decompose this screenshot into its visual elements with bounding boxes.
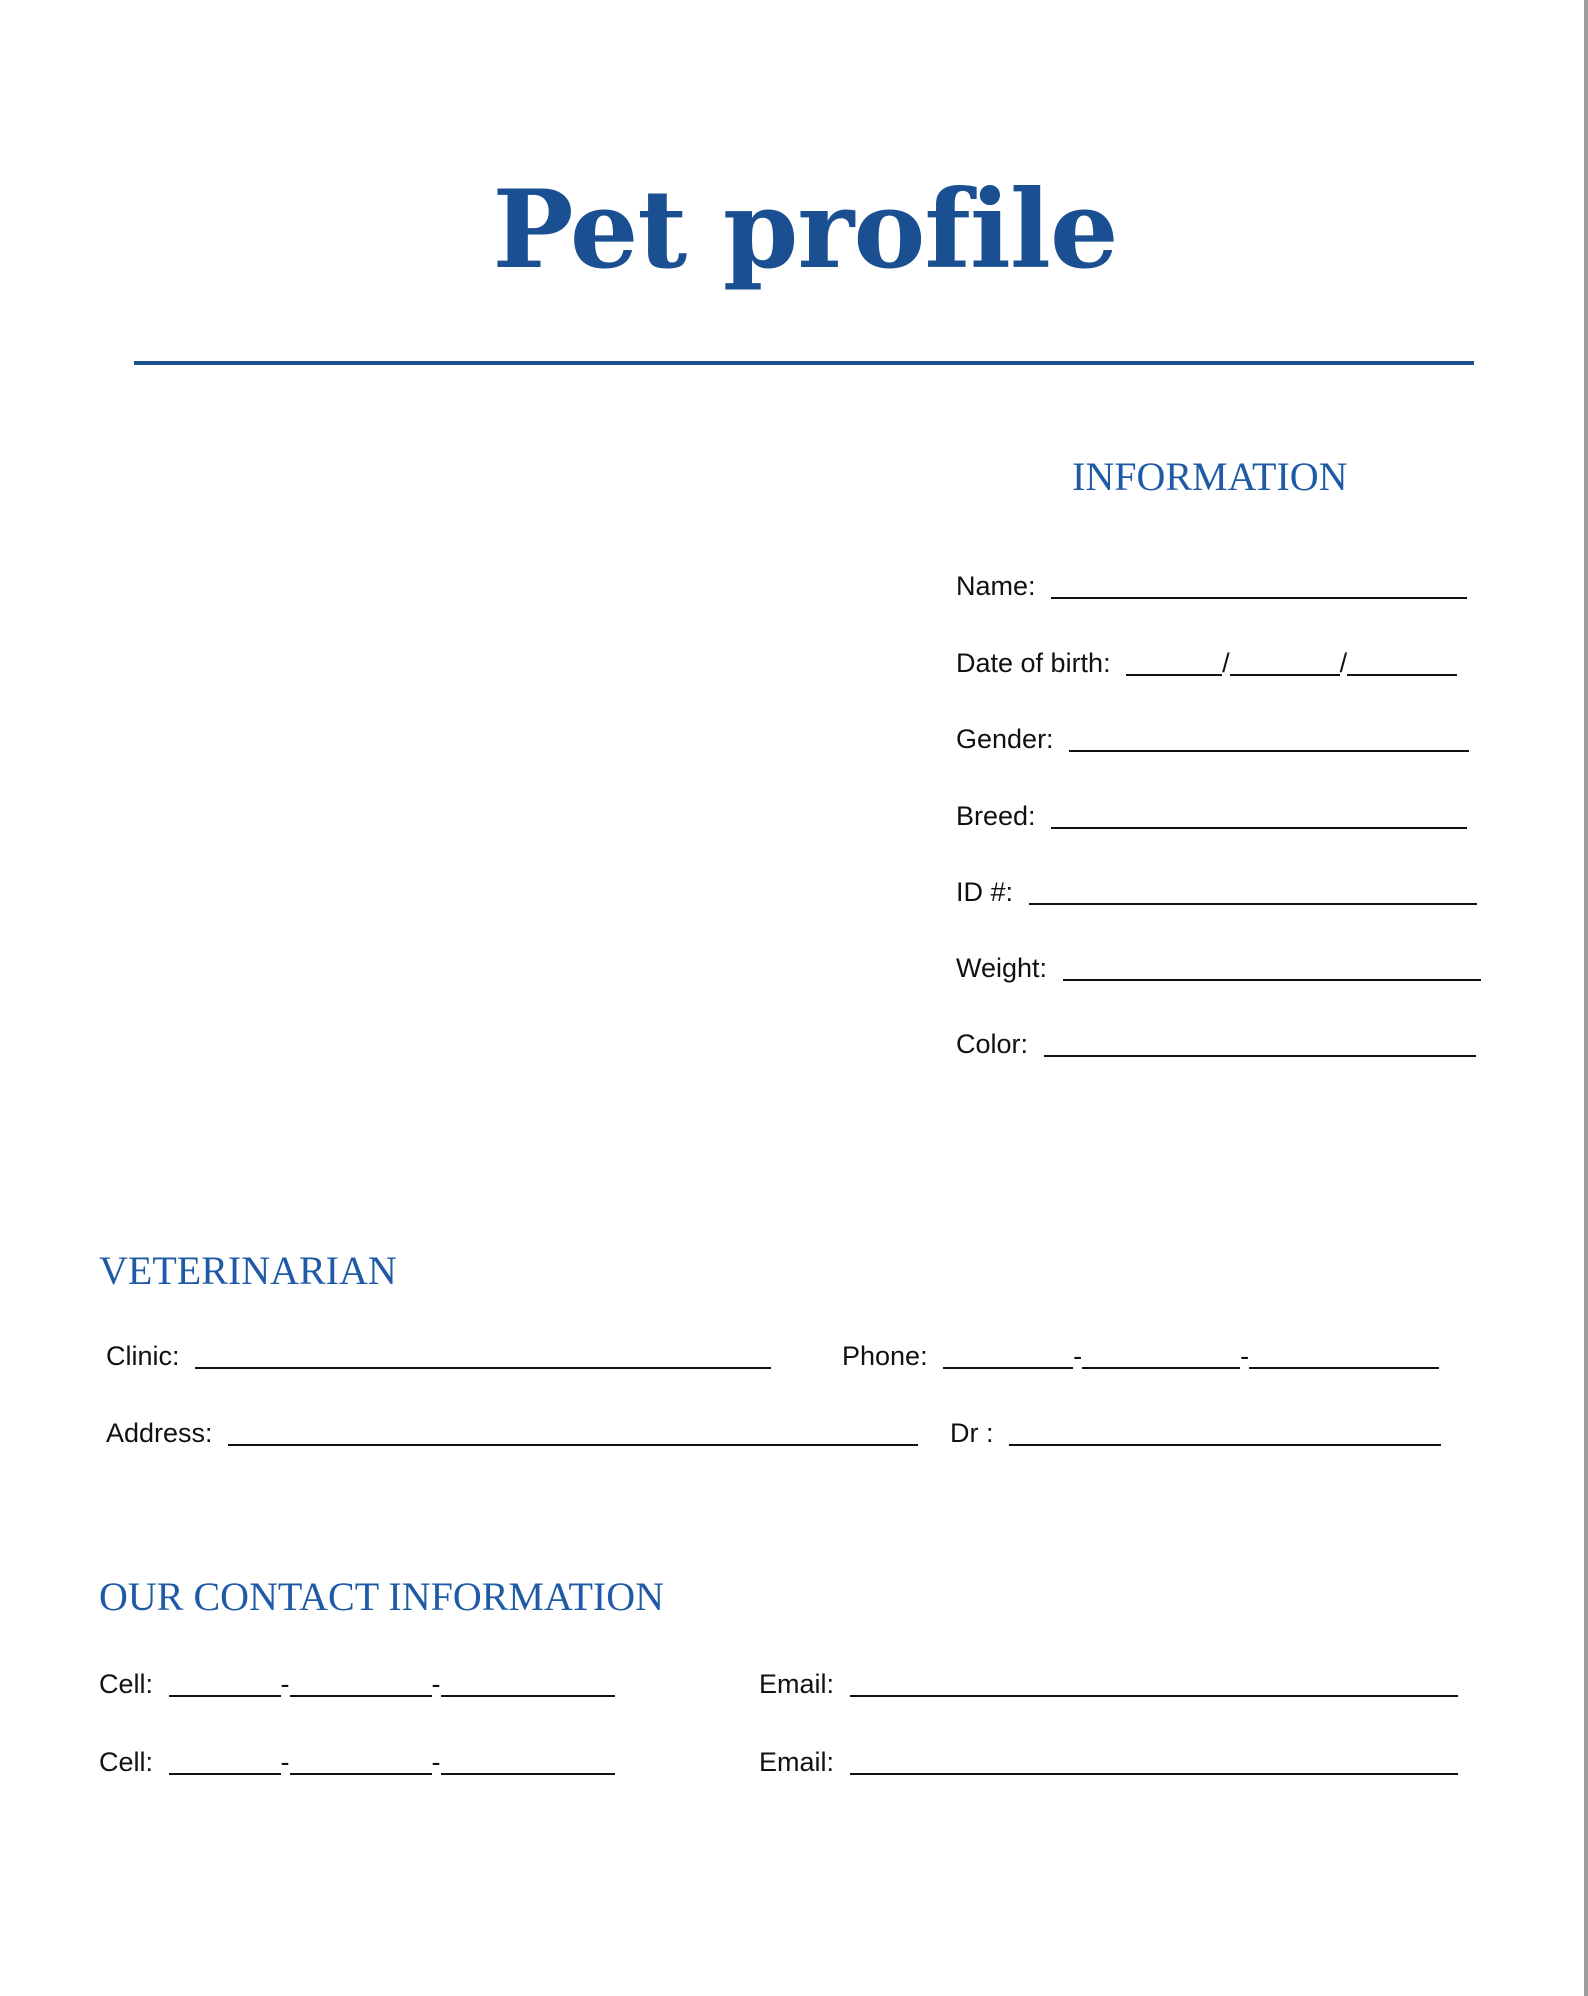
doctor-field bbox=[950, 1417, 1441, 1449]
address-field bbox=[106, 1417, 918, 1449]
color-field bbox=[956, 1028, 1476, 1060]
cell-label: Cell: bbox=[99, 1669, 154, 1699]
weight-field bbox=[956, 952, 1481, 984]
cell-label: Cell: bbox=[99, 1747, 154, 1777]
breed-field bbox=[956, 800, 1467, 832]
id-label: ID #: bbox=[956, 877, 1014, 907]
address-input-line[interactable] bbox=[228, 1420, 918, 1446]
cell-2-prefix-line[interactable] bbox=[290, 1749, 432, 1775]
veterinarian-heading: VETERINARIAN bbox=[99, 1248, 397, 1293]
contact-heading: OUR CONTACT INFORMATION bbox=[99, 1574, 664, 1619]
clinic-label: Clinic: bbox=[106, 1341, 180, 1371]
cell-1-prefix-line[interactable] bbox=[290, 1671, 432, 1697]
address-label: Address: bbox=[106, 1418, 213, 1448]
color-input-line[interactable] bbox=[1044, 1031, 1476, 1057]
date-of-birth-field bbox=[956, 647, 1457, 679]
phone-separator: - bbox=[1073, 1341, 1083, 1371]
id-input-line[interactable] bbox=[1029, 879, 1477, 905]
vet-phone-area-line[interactable] bbox=[943, 1343, 1073, 1369]
name-input-line[interactable] bbox=[1051, 573, 1467, 599]
weight-input-line[interactable] bbox=[1063, 955, 1481, 981]
dob-day-line[interactable] bbox=[1230, 650, 1340, 676]
date-of-birth-label: Date of birth: bbox=[956, 648, 1111, 678]
email-2-input-line[interactable] bbox=[850, 1749, 1458, 1775]
doctor-input-line[interactable] bbox=[1009, 1420, 1441, 1446]
dob-month-line[interactable] bbox=[1126, 650, 1222, 676]
information-heading: INFORMATION bbox=[1072, 454, 1348, 499]
vet-phone-field bbox=[842, 1340, 1439, 1372]
clinic-input-line[interactable] bbox=[195, 1343, 771, 1369]
cell-2-area-line[interactable] bbox=[169, 1749, 281, 1775]
name-label: Name: bbox=[956, 571, 1036, 601]
breed-label: Breed: bbox=[956, 801, 1036, 831]
vet-phone-line-number[interactable] bbox=[1249, 1343, 1439, 1369]
phone-separator: - bbox=[1240, 1341, 1250, 1371]
gender-input-line[interactable] bbox=[1069, 726, 1469, 752]
email-field-2 bbox=[759, 1746, 1458, 1778]
id-field bbox=[956, 876, 1477, 908]
cell-field-2 bbox=[99, 1746, 615, 1778]
gender-label: Gender: bbox=[956, 724, 1054, 754]
cell-1-area-line[interactable] bbox=[169, 1671, 281, 1697]
cell-separator: - bbox=[431, 1747, 441, 1777]
dob-year-line[interactable] bbox=[1347, 650, 1457, 676]
email-label: Email: bbox=[759, 1747, 835, 1777]
cell-2-number-line[interactable] bbox=[441, 1749, 615, 1775]
title-divider bbox=[134, 361, 1474, 365]
cell-1-number-line[interactable] bbox=[441, 1671, 615, 1697]
dob-separator: / bbox=[1222, 648, 1230, 678]
email-field-1 bbox=[759, 1668, 1458, 1700]
weight-label: Weight: bbox=[956, 953, 1048, 983]
breed-input-line[interactable] bbox=[1051, 803, 1467, 829]
doctor-label: Dr : bbox=[950, 1418, 994, 1448]
cell-separator: - bbox=[280, 1669, 290, 1699]
color-label: Color: bbox=[956, 1029, 1029, 1059]
email-label: Email: bbox=[759, 1669, 835, 1699]
page-title: Pet profile bbox=[492, 167, 1118, 293]
cell-separator: - bbox=[280, 1747, 290, 1777]
dob-separator: / bbox=[1339, 648, 1348, 678]
phone-label: Phone: bbox=[842, 1341, 928, 1371]
cell-field-1 bbox=[99, 1668, 615, 1700]
page-edge bbox=[1584, 0, 1588, 1996]
name-field bbox=[956, 570, 1467, 602]
cell-separator: - bbox=[431, 1669, 441, 1699]
clinic-field bbox=[106, 1340, 771, 1372]
email-1-input-line[interactable] bbox=[850, 1671, 1458, 1697]
vet-phone-prefix-line[interactable] bbox=[1082, 1343, 1240, 1369]
gender-field bbox=[956, 723, 1469, 755]
